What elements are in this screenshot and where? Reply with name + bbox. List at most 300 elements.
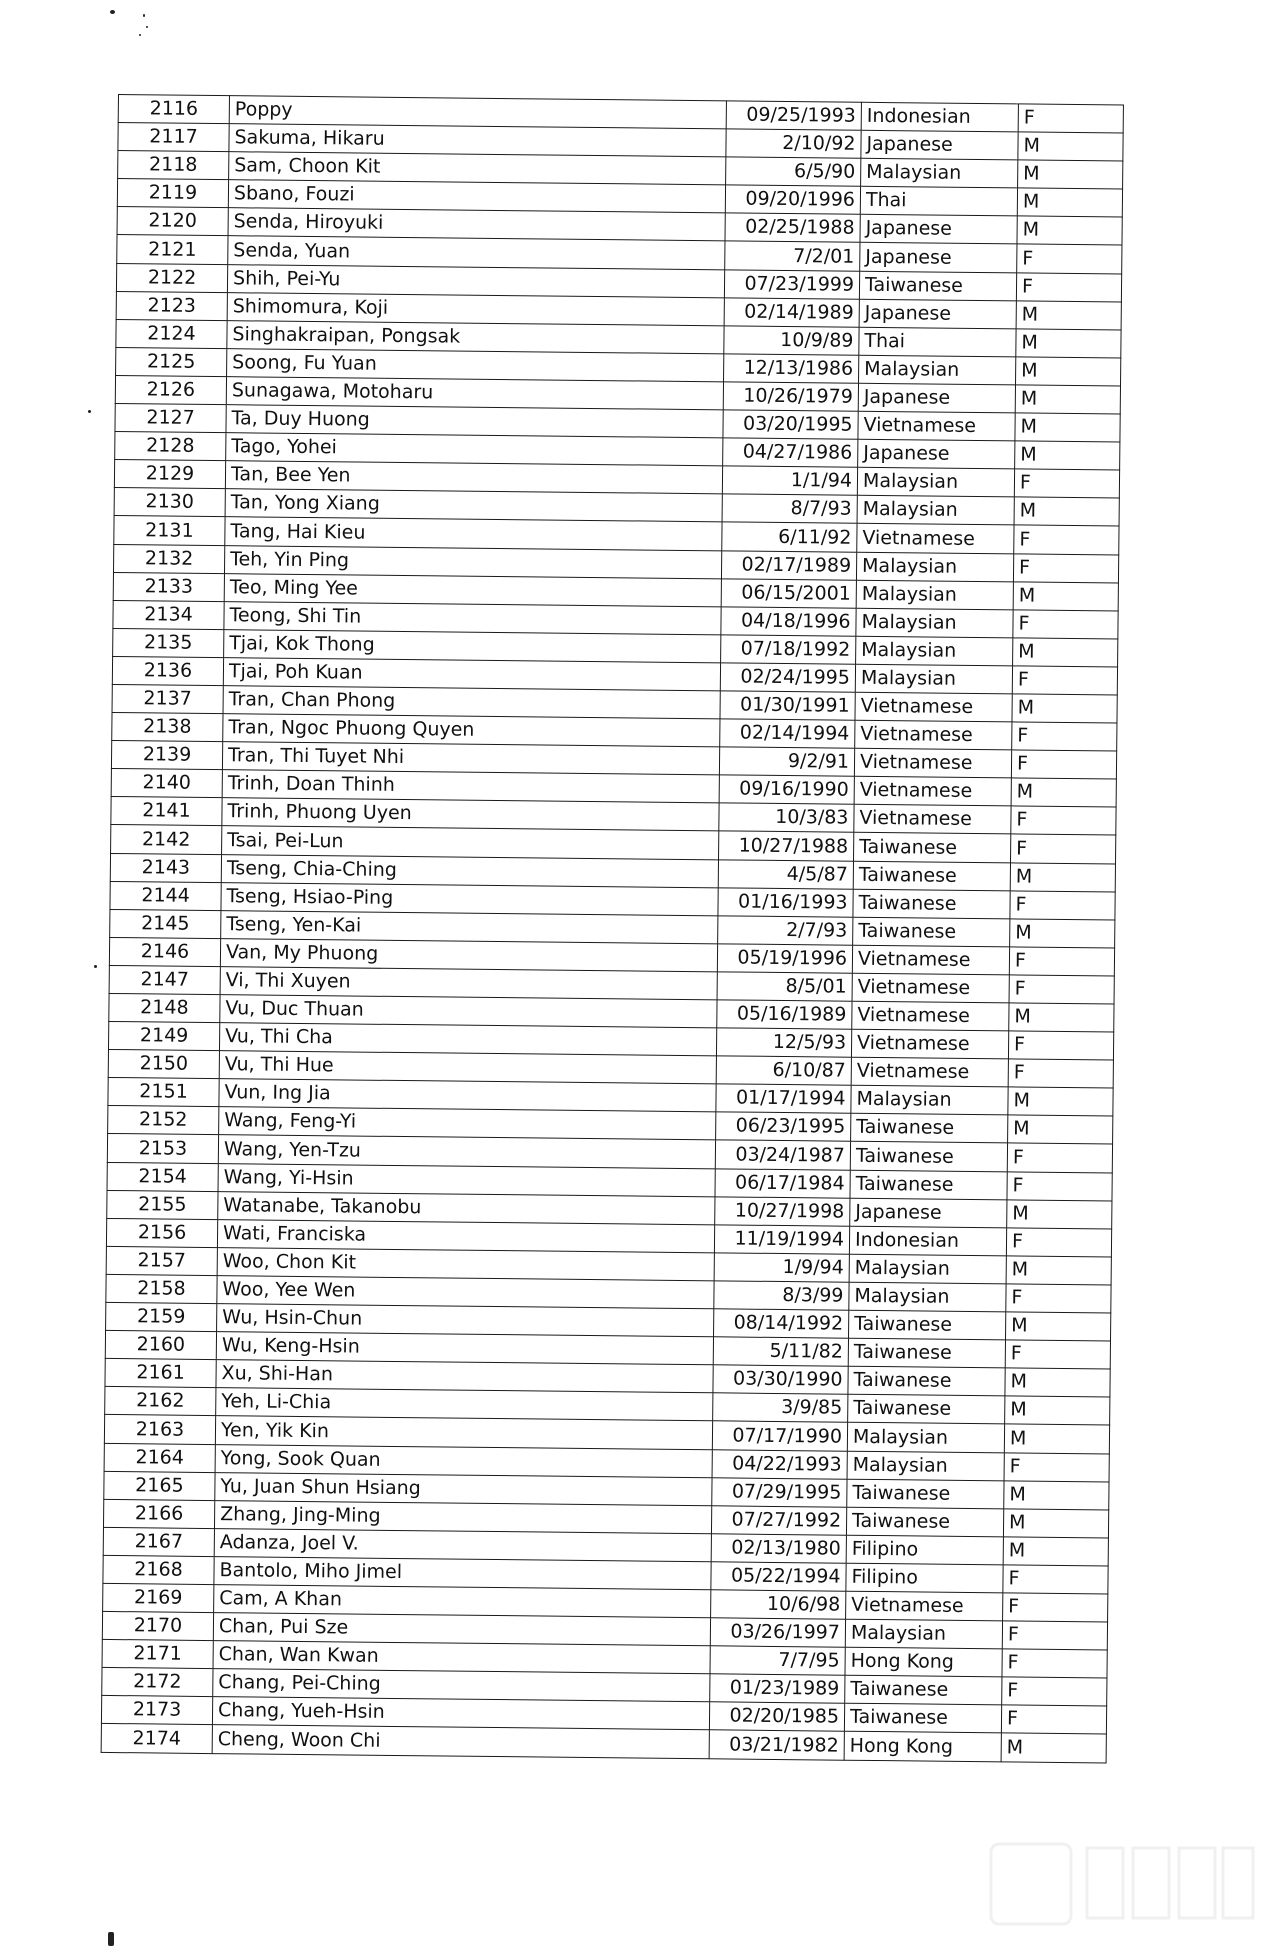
sex-cell: F [1003, 1593, 1108, 1622]
record-id-cell: 2158 [106, 1274, 217, 1303]
sex-cell: M [1009, 1003, 1114, 1032]
sex-cell: M [1013, 581, 1118, 610]
sex-cell: M [1016, 357, 1121, 386]
record-id-cell: 2146 [109, 937, 220, 966]
sex-cell: F [1012, 666, 1117, 695]
birth-date-cell: 05/22/1994 [711, 1562, 846, 1592]
birth-date-cell: 10/27/1998 [715, 1196, 850, 1226]
birth-date-cell: 02/14/1994 [720, 719, 855, 749]
nationality-cell: Malaysian [861, 158, 1018, 188]
nationality-cell: Taiwanese [851, 1114, 1008, 1144]
record-id-cell: 2142 [111, 825, 222, 854]
name-cell: Chan, Pui Sze [213, 1613, 710, 1646]
record-id-cell: 2170 [102, 1611, 213, 1640]
record-id-cell: 2125 [116, 347, 227, 376]
record-id-cell: 2134 [113, 600, 224, 629]
nationality-cell: Taiwanese [853, 861, 1010, 891]
sex-cell: F [1004, 1452, 1109, 1481]
nationality-cell: Malaysian [856, 580, 1013, 610]
nationality-cell: Taiwanese [845, 1675, 1002, 1705]
name-cell: Wu, Hsin-Chun [217, 1304, 714, 1337]
nationality-cell: Taiwanese [849, 1310, 1006, 1340]
record-id-cell: 2117 [118, 123, 229, 152]
sex-cell: M [1011, 778, 1116, 807]
record-id-cell: 2130 [114, 488, 225, 517]
nationality-cell: Vietnamese [852, 1001, 1009, 1031]
birth-date-cell: 02/17/1989 [721, 550, 856, 580]
name-cell: Sakuma, Hikaru [229, 124, 726, 157]
nationality-cell: Taiwanese [853, 889, 1010, 919]
nationality-cell: Taiwanese [854, 833, 1011, 863]
sex-cell: M [1015, 385, 1120, 414]
record-id-cell: 2120 [117, 207, 228, 236]
nationality-cell: Indonesian [849, 1226, 1006, 1256]
birth-date-cell: 05/19/1996 [717, 944, 852, 974]
sex-cell: F [1002, 1649, 1107, 1678]
sex-cell: F [1017, 244, 1122, 273]
nationality-cell: Taiwanese [844, 1704, 1001, 1734]
sex-cell: F [1014, 469, 1119, 498]
sex-cell: F [1018, 104, 1123, 133]
nationality-cell: Vietnamese [852, 945, 1009, 975]
birth-date-cell: 03/21/1982 [709, 1730, 844, 1760]
name-cell: Zhang, Jing-Ming [214, 1500, 711, 1533]
sex-cell: M [1006, 1312, 1111, 1341]
birth-date-cell: 09/20/1996 [725, 185, 860, 215]
birth-date-cell: 03/24/1987 [715, 1140, 850, 1170]
nationality-cell: Malaysian [856, 636, 1013, 666]
record-id-cell: 2127 [115, 404, 226, 433]
sex-cell: F [1007, 1143, 1112, 1172]
name-cell: Senda, Yuan [228, 236, 725, 269]
record-id-cell: 2133 [113, 572, 224, 601]
birth-date-cell: 02/13/1980 [711, 1534, 846, 1564]
nationality-cell: Vietnamese [855, 692, 1012, 722]
name-cell: Tang, Hai Kieu [225, 517, 722, 550]
scan-speck [108, 1932, 114, 1946]
nationality-cell: Taiwanese [846, 1507, 1003, 1537]
name-cell: Teh, Yin Ping [224, 545, 721, 578]
nationality-cell: Filipino [846, 1563, 1003, 1593]
birth-date-cell: 6/10/87 [716, 1056, 851, 1086]
sex-cell: F [1003, 1565, 1108, 1594]
record-id-cell: 2135 [113, 628, 224, 657]
birth-date-cell: 04/18/1996 [721, 607, 856, 637]
birth-date-cell: 03/30/1990 [713, 1365, 848, 1395]
birth-date-cell: 07/29/1995 [712, 1477, 847, 1507]
sex-cell: M [1008, 1087, 1113, 1116]
birth-date-cell: 07/18/1992 [721, 635, 856, 665]
sex-cell: F [1006, 1284, 1111, 1313]
birth-date-cell: 6/11/92 [722, 522, 857, 552]
name-cell: Yu, Juan Shun Hsiang [215, 1472, 712, 1505]
sex-cell: M [1014, 497, 1119, 526]
sex-cell: F [1008, 1031, 1113, 1060]
birth-date-cell: 7/7/95 [710, 1646, 845, 1676]
scan-speck [88, 410, 91, 413]
sex-cell: M [1016, 329, 1121, 358]
sex-cell: F [1016, 272, 1121, 301]
name-cell: Yeh, Li-Chia [216, 1388, 713, 1421]
nationality-cell: Malaysian [856, 552, 1013, 582]
record-id-cell: 2167 [103, 1527, 214, 1556]
name-cell: Yong, Sook Quan [215, 1444, 712, 1477]
birth-date-cell: 07/17/1990 [712, 1421, 847, 1451]
sex-cell: M [1001, 1733, 1106, 1762]
nationality-cell: Vietnamese [857, 524, 1014, 554]
record-id-cell: 2124 [116, 319, 227, 348]
record-id-cell: 2144 [110, 881, 221, 910]
sex-cell: M [1004, 1480, 1109, 1509]
birth-date-cell: 2/7/93 [718, 916, 853, 946]
record-id-cell: 2118 [118, 151, 229, 180]
birth-date-cell: 3/9/85 [713, 1393, 848, 1423]
birth-date-cell: 2/10/92 [726, 129, 861, 159]
record-id-cell: 2159 [106, 1302, 217, 1331]
birth-date-cell: 10/6/98 [711, 1590, 846, 1620]
nationality-cell: Vietnamese [851, 1057, 1008, 1087]
nationality-cell: Filipino [846, 1535, 1003, 1565]
birth-date-cell: 5/11/82 [713, 1337, 848, 1367]
record-id-cell: 2147 [109, 965, 220, 994]
birth-date-cell: 06/23/1995 [716, 1112, 851, 1142]
scan-speck [146, 26, 148, 28]
name-cell: Wang, Yen-Tzu [218, 1135, 715, 1168]
record-id-cell: 2123 [116, 291, 227, 320]
birth-date-cell: 10/9/89 [724, 326, 859, 356]
sex-cell: M [1007, 1200, 1112, 1229]
birth-date-cell: 06/17/1984 [715, 1168, 850, 1198]
sex-cell: F [1009, 975, 1114, 1004]
name-cell: Xu, Shi-Han [216, 1360, 713, 1393]
name-cell: Tran, Thi Tuyet Nhi [222, 742, 719, 775]
roster-table [101, 94, 1124, 1763]
name-cell: Trinh, Doan Thinh [222, 770, 719, 803]
sex-cell: F [1010, 891, 1115, 920]
birth-date-cell: 02/14/1989 [724, 298, 859, 328]
sex-cell: M [1012, 694, 1117, 723]
nationality-cell: Taiwanese [848, 1395, 1005, 1425]
sex-cell: M [1010, 919, 1115, 948]
nationality-cell: Vietnamese [851, 1029, 1008, 1059]
record-id-cell: 2152 [108, 1106, 219, 1135]
record-id-cell: 2140 [111, 769, 222, 798]
nationality-cell: Malaysian [847, 1451, 1004, 1481]
nationality-cell: Taiwanese [853, 917, 1010, 947]
name-cell: Sunagawa, Motoharu [226, 377, 723, 410]
sex-cell: F [1008, 1059, 1113, 1088]
name-cell: Vi, Thi Xuyen [220, 967, 717, 1000]
birth-date-cell: 8/3/99 [714, 1281, 849, 1311]
birth-date-cell: 01/17/1994 [716, 1084, 851, 1114]
name-cell: Shimomura, Koji [227, 292, 724, 325]
nationality-cell: Malaysian [849, 1282, 1006, 1312]
record-id-cell: 2155 [107, 1190, 218, 1219]
birth-date-cell: 02/20/1985 [709, 1702, 844, 1732]
nationality-cell: Vietnamese [855, 720, 1012, 750]
birth-date-cell: 06/15/2001 [721, 578, 856, 608]
record-id-cell: 2145 [110, 909, 221, 938]
sex-cell: F [1005, 1340, 1110, 1369]
record-id-cell: 2168 [103, 1555, 214, 1584]
birth-date-cell: 03/20/1995 [723, 410, 858, 440]
record-id-cell: 2128 [115, 432, 226, 461]
nationality-cell: Japanese [859, 299, 1016, 329]
record-id-cell: 2148 [109, 993, 220, 1022]
name-cell: Trinh, Phuong Uyen [222, 798, 719, 831]
scan-speck [139, 34, 141, 36]
record-id-cell: 2157 [106, 1246, 217, 1275]
name-cell: Vu, Thi Cha [219, 1023, 716, 1056]
name-cell: Tsai, Pei-Lun [222, 826, 719, 859]
nationality-cell: Malaysian [857, 496, 1014, 526]
nationality-cell: Japanese [858, 383, 1015, 413]
birth-date-cell: 1/1/94 [722, 466, 857, 496]
record-id-cell: 2149 [108, 1022, 219, 1051]
nationality-cell: Vietnamese [854, 748, 1011, 778]
birth-date-cell: 05/16/1989 [717, 1000, 852, 1030]
name-cell: Chang, Pei-Ching [213, 1669, 710, 1702]
name-cell: Teo, Ming Yee [224, 573, 721, 606]
name-cell: Tran, Ngoc Phuong Quyen [223, 714, 720, 747]
sex-cell: M [1015, 413, 1120, 442]
name-cell: Tjai, Kok Thong [224, 629, 721, 662]
birth-date-cell: 01/30/1991 [720, 691, 855, 721]
birth-date-cell: 02/24/1995 [720, 663, 855, 693]
nationality-cell: Japanese [858, 439, 1015, 469]
sex-cell: M [1005, 1368, 1110, 1397]
sex-cell: M [1018, 132, 1123, 161]
nationality-cell: Japanese [861, 130, 1018, 160]
name-cell: Vu, Thi Hue [219, 1051, 716, 1084]
sex-cell: M [1006, 1256, 1111, 1285]
record-id-cell: 2129 [114, 460, 225, 489]
record-id-cell: 2174 [101, 1724, 212, 1753]
record-id-cell: 2143 [110, 853, 221, 882]
scan-speck [143, 14, 145, 17]
sex-cell: F [1013, 553, 1118, 582]
roster-body [101, 95, 1123, 1763]
nationality-cell: Thai [860, 187, 1017, 217]
nationality-cell: Vietnamese [852, 973, 1009, 1003]
nationality-cell: Hong Kong [844, 1732, 1001, 1762]
name-cell: Woo, Chon Kit [217, 1247, 714, 1280]
nationality-cell: Vietnamese [854, 805, 1011, 835]
sex-cell: M [1018, 160, 1123, 189]
sex-cell: M [1017, 216, 1122, 245]
record-id-cell: 2116 [118, 95, 229, 124]
record-id-cell: 2173 [101, 1696, 212, 1725]
record-id-cell: 2150 [108, 1050, 219, 1079]
birth-date-cell: 12/13/1986 [724, 354, 859, 384]
sex-cell: F [1002, 1677, 1107, 1706]
sex-cell: F [1001, 1705, 1106, 1734]
sex-cell: M [1017, 188, 1122, 217]
nationality-cell: Thai [859, 327, 1016, 357]
birth-date-cell: 04/22/1993 [712, 1449, 847, 1479]
scan-speck [110, 10, 115, 14]
name-cell: Tan, Bee Yen [225, 461, 722, 494]
name-cell: Adanza, Joel V. [214, 1528, 711, 1561]
sex-cell: F [1014, 525, 1119, 554]
nationality-cell: Vietnamese [846, 1591, 1003, 1621]
nationality-cell: Malaysian [856, 608, 1013, 638]
birth-date-cell: 11/19/1994 [714, 1225, 849, 1255]
name-cell: Vun, Ing Jia [219, 1079, 716, 1112]
sex-cell: M [1016, 301, 1121, 330]
birth-date-cell: 4/5/87 [718, 859, 853, 889]
record-id-cell: 2162 [105, 1387, 216, 1416]
record-id-cell: 2132 [113, 544, 224, 573]
nationality-cell: Malaysian [851, 1086, 1008, 1116]
birth-date-cell: 12/5/93 [716, 1028, 851, 1058]
birth-date-cell: 07/23/1999 [724, 269, 859, 299]
record-id-cell: 2165 [104, 1471, 215, 1500]
record-id-cell: 2156 [106, 1218, 217, 1247]
record-id-cell: 2136 [112, 656, 223, 685]
name-cell: Soong, Fu Yuan [227, 348, 724, 381]
birth-date-cell: 07/27/1992 [711, 1505, 846, 1535]
nationality-cell: Malaysian [845, 1619, 1002, 1649]
birth-date-cell: 03/26/1997 [710, 1618, 845, 1648]
sex-cell: F [1006, 1228, 1111, 1257]
record-id-cell: 2137 [112, 684, 223, 713]
name-cell: Tseng, Chia-Ching [221, 854, 718, 887]
name-cell: Sbano, Fouzi [228, 180, 725, 213]
record-id-cell: 2151 [108, 1078, 219, 1107]
birth-date-cell: 10/27/1988 [719, 831, 854, 861]
nationality-cell: Vietnamese [858, 411, 1015, 441]
record-id-cell: 2154 [107, 1162, 218, 1191]
record-id-cell: 2172 [102, 1668, 213, 1697]
record-id-cell: 2131 [114, 516, 225, 545]
nationality-cell: Indonesian [861, 102, 1018, 132]
name-cell: Tseng, Hsiao-Ping [221, 882, 718, 915]
name-cell: Tran, Chan Phong [223, 686, 720, 719]
record-id-cell: 2119 [117, 179, 228, 208]
birth-date-cell: 7/2/01 [725, 241, 860, 271]
nationality-cell: Japanese [860, 243, 1017, 273]
name-cell: Yen, Yik Kin [215, 1416, 712, 1449]
sex-cell: M [1003, 1509, 1108, 1538]
nationality-cell: Taiwanese [850, 1170, 1007, 1200]
nationality-cell: Malaysian [855, 664, 1012, 694]
birth-date-cell: 10/3/83 [719, 803, 854, 833]
record-id-cell: 2164 [104, 1443, 215, 1472]
record-id-cell: 2169 [103, 1583, 214, 1612]
sex-cell: F [1012, 722, 1117, 751]
birth-date-cell: 10/26/1979 [723, 382, 858, 412]
birth-date-cell: 8/5/01 [717, 972, 852, 1002]
nationality-cell: Taiwanese [848, 1338, 1005, 1368]
birth-date-cell: 08/14/1992 [714, 1309, 849, 1339]
record-id-cell: 2161 [105, 1359, 216, 1388]
record-id-cell: 2171 [102, 1640, 213, 1669]
name-cell: Singhakraipan, Pongsak [227, 320, 724, 353]
name-cell: Wang, Yi-Hsin [218, 1163, 715, 1196]
record-id-cell: 2153 [107, 1134, 218, 1163]
nationality-cell: Taiwanese [848, 1366, 1005, 1396]
nationality-cell: Malaysian [857, 467, 1014, 497]
name-cell: Cheng, Woon Chi [212, 1725, 709, 1758]
name-cell: Wang, Feng-Yi [219, 1107, 716, 1140]
record-id-cell: 2166 [103, 1499, 214, 1528]
name-cell: Tjai, Poh Kuan [223, 658, 720, 691]
nationality-cell: Japanese [860, 215, 1017, 245]
scan-speck [94, 965, 97, 968]
birth-date-cell: 09/16/1990 [719, 775, 854, 805]
birth-date-cell: 8/7/93 [722, 494, 857, 524]
birth-date-cell: 09/25/1993 [726, 101, 861, 131]
nationality-cell: Malaysian [849, 1254, 1006, 1284]
nationality-cell: Taiwanese [859, 271, 1016, 301]
sex-cell: M [1005, 1396, 1110, 1425]
sex-cell: F [1002, 1621, 1107, 1650]
name-cell: Ta, Duy Huong [226, 405, 723, 438]
name-cell: Chan, Wan Kwan [213, 1641, 710, 1674]
nationality-cell: Malaysian [847, 1423, 1004, 1453]
name-cell: Wati, Franciska [217, 1219, 714, 1252]
name-cell: Woo, Yee Wen [217, 1276, 714, 1309]
name-cell: Cam, A Khan [214, 1585, 711, 1618]
sex-cell: M [1015, 441, 1120, 470]
birth-date-cell: 02/25/1988 [725, 213, 860, 243]
sex-cell: F [1011, 834, 1116, 863]
record-id-cell: 2122 [116, 263, 227, 292]
name-cell: Van, My Phuong [220, 938, 717, 971]
birth-date-cell: 1/9/94 [714, 1253, 849, 1283]
nationality-cell: Hong Kong [845, 1647, 1002, 1677]
nationality-cell: Taiwanese [850, 1142, 1007, 1172]
name-cell: Wu, Keng-Hsin [216, 1332, 713, 1365]
birth-date-cell: 01/16/1993 [718, 887, 853, 917]
sex-cell: F [1009, 947, 1114, 976]
sex-cell: M [1003, 1537, 1108, 1566]
birth-date-cell: 04/27/1986 [723, 438, 858, 468]
nationality-cell: Malaysian [859, 355, 1016, 385]
record-id-cell: 2163 [104, 1415, 215, 1444]
sex-cell: F [1007, 1171, 1112, 1200]
name-cell: Vu, Duc Thuan [220, 995, 717, 1028]
name-cell: Shih, Pei-Yu [227, 264, 724, 297]
sex-cell: F [1011, 750, 1116, 779]
name-cell: Teong, Shi Tin [224, 601, 721, 634]
name-cell: Senda, Hiroyuki [228, 208, 725, 241]
name-cell: Tan, Yong Xiang [225, 489, 722, 522]
sex-cell: M [1004, 1424, 1109, 1453]
record-id-cell: 2121 [117, 235, 228, 264]
birth-date-cell: 9/2/91 [719, 747, 854, 777]
nationality-cell: Japanese [850, 1198, 1007, 1228]
sex-cell: F [1011, 806, 1116, 835]
record-id-cell: 2141 [111, 797, 222, 826]
birth-date-cell: 6/5/90 [726, 157, 861, 187]
name-cell: Watanabe, Takanobu [218, 1191, 715, 1224]
record-id-cell: 2126 [115, 375, 226, 404]
name-cell: Tseng, Yen-Kai [221, 910, 718, 943]
sex-cell: M [1008, 1115, 1113, 1144]
record-id-cell: 2138 [112, 713, 223, 742]
sex-cell: M [1013, 638, 1118, 667]
sex-cell: F [1013, 610, 1118, 639]
nationality-cell: Vietnamese [854, 776, 1011, 806]
record-id-cell: 2139 [111, 741, 222, 770]
name-cell: Chang, Yueh-Hsin [212, 1697, 709, 1730]
watermark-logo [987, 1834, 1257, 1944]
record-id-cell: 2160 [105, 1331, 216, 1360]
name-cell: Sam, Choon Kit [229, 152, 726, 185]
birth-date-cell: 01/23/1989 [710, 1674, 845, 1704]
